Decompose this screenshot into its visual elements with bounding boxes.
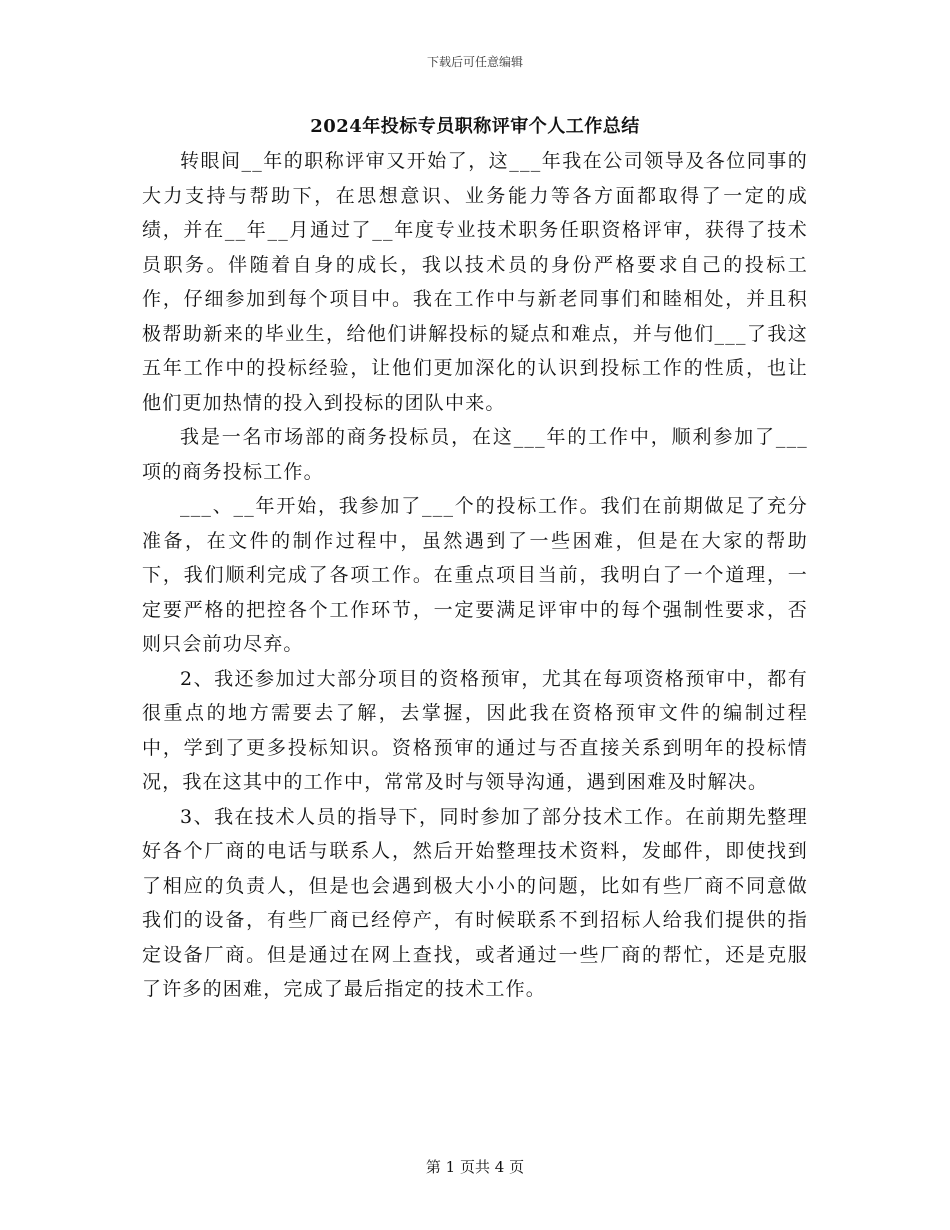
page-number: 第 1 页共 4 页 (425, 1158, 525, 1176)
header-note: 下载后可任意编辑 (426, 55, 523, 69)
paragraph-role: 我是一名市场部的商务投标员，在这___年的工作中，顺利参加了___项的商务投标工作。 (142, 426, 808, 483)
document-body (142, 144, 808, 1007)
paragraph-item-1: ___、__年开始，我参加了___个的投标工作。我们在前期做足了充分准备，在文件的制作过程中，虽然遇到了一些困难，但是在大家的帮助下，我们顺利完成了各项工作。在重点项目当前，我明白了一个道理，一定要严格的把控各个工作环节，一定要满足评审中的每个强制性要求，否则只会前功尽弃。 (142, 495, 808, 655)
paragraph-intro: 转眼间__年的职称评审又开始了，这___年我在公司领导及各位同事的大力支持与帮助下，在思想意识、业务能力等各方面都取得了一定的成绩，并在__年__月通过了__年度专业技术职务任职资格评审，获得了技术员职务。伴随着自身的成长，我以技术员的身份严格要求自己的投标工作，仔细参加到每个项目中。我在工作中与新老同事们和睦相处，并且积极帮助新来的毕业生，给他们讲解投标的疑点和难点，并与他们___了我这五年工作中的投标经验，让他们更加深化的认识到投标工作的性质，也让他们更加热情的投入到投标的团队中来。 (142, 150, 808, 414)
paragraph-item-2: 2、我还参加过大部分项目的资格预审，尤其在每项资格预审中，都有很重点的地方需要去了解，去掌握，因此我在资格预审文件的编制过程中，学到了更多投标知识。资格预审的通过与否直接关系到明年的投标情况，我在这其中的工作中，常常及时与领导沟通，遇到困难及时解决。 (142, 667, 808, 793)
paragraph-item-3: 3、我在技术人员的指导下，同时参加了部分技术工作。在前期先整理好各个厂商的电话与联系人，然后开始整理技术资料，发邮件，即使找到了相应的负责人，但是也会遇到极大小小的问题，比如有些厂商不同意做我们的设备，有些厂商已经停产，有时候联系不到招标人给我们提供的指定设备厂商。但是通过在网上查找，或者通过一些厂商的帮忙，还是克服了许多的困难，完成了最后指定的技术工作。 (142, 805, 808, 1000)
document-title: 2024年投标专员职称评审个人工作总结 (310, 116, 640, 137)
